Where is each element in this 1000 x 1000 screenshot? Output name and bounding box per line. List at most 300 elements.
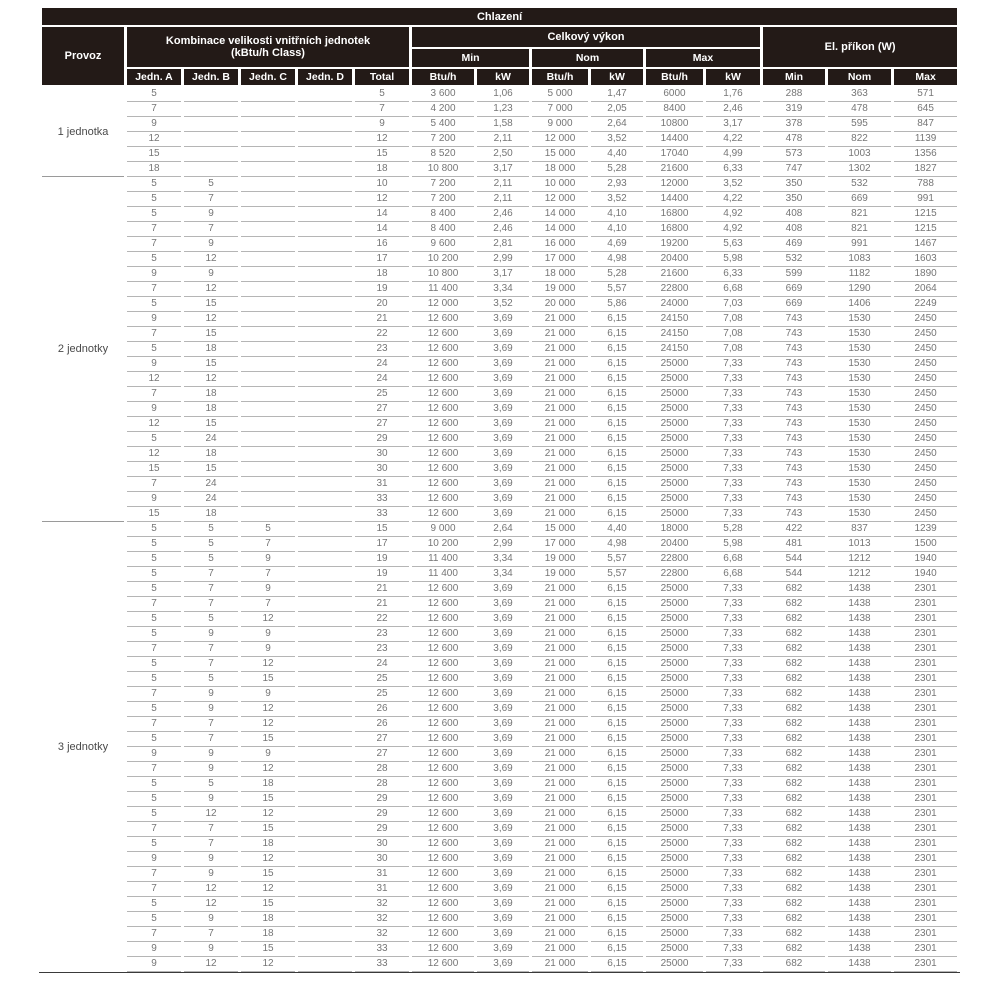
data-cell: 21 000	[532, 897, 588, 912]
col-header-power-min: Min	[412, 49, 529, 69]
data-cell: 6,15	[591, 762, 643, 777]
data-cell: 21 000	[532, 852, 588, 867]
data-cell: 408	[763, 222, 825, 237]
table-row	[42, 822, 957, 837]
data-cell	[298, 132, 352, 147]
data-cell: 7	[184, 717, 238, 732]
data-cell: 21 000	[532, 477, 588, 492]
data-cell: 6,15	[591, 837, 643, 852]
data-cell: 21 000	[532, 867, 588, 882]
col-header-min-kw: kW	[477, 69, 529, 87]
data-cell: 1215	[894, 207, 957, 222]
data-cell: 4,22	[706, 192, 760, 207]
data-cell: 669	[763, 297, 825, 312]
data-cell: 1438	[828, 777, 891, 792]
data-cell: 1302	[828, 162, 891, 177]
data-cell: 17	[355, 252, 409, 267]
data-cell: 1438	[828, 912, 891, 927]
data-cell: 9	[184, 762, 238, 777]
data-cell: 6,15	[591, 312, 643, 327]
data-cell: 9	[241, 687, 295, 702]
data-cell: 15 000	[532, 147, 588, 162]
data-cell: 12 600	[412, 942, 474, 957]
data-cell	[184, 162, 238, 177]
table-row	[42, 252, 957, 267]
data-cell: 682	[763, 837, 825, 852]
data-cell: 1890	[894, 267, 957, 282]
data-cell: 3,69	[477, 627, 529, 642]
data-cell: 15	[184, 417, 238, 432]
data-cell: 12 000	[412, 297, 474, 312]
col-header-max-btuh: Btu/h	[646, 69, 703, 87]
data-cell: 12 600	[412, 882, 474, 897]
data-cell: 3,69	[477, 477, 529, 492]
data-cell: 12 600	[412, 627, 474, 642]
data-cell: 7	[127, 717, 181, 732]
data-cell	[241, 147, 295, 162]
data-cell	[298, 387, 352, 402]
data-cell: 422	[763, 522, 825, 537]
data-cell: 3,34	[477, 567, 529, 582]
data-cell: 6,15	[591, 717, 643, 732]
data-cell	[298, 552, 352, 567]
data-cell: 33	[355, 492, 409, 507]
data-cell: 3,69	[477, 447, 529, 462]
table-row	[42, 672, 957, 687]
data-cell: 3,69	[477, 927, 529, 942]
table-row	[42, 732, 957, 747]
data-cell	[241, 102, 295, 117]
table-row	[42, 117, 957, 132]
data-cell: 669	[828, 192, 891, 207]
data-cell: 21 000	[532, 777, 588, 792]
data-cell: 7	[184, 657, 238, 672]
data-cell: 25000	[646, 462, 703, 477]
data-cell	[298, 612, 352, 627]
data-cell: 743	[763, 507, 825, 522]
data-cell: 2301	[894, 942, 957, 957]
data-cell: 2301	[894, 822, 957, 837]
data-cell: 12 600	[412, 372, 474, 387]
data-cell: 2301	[894, 657, 957, 672]
data-cell: 7,33	[706, 387, 760, 402]
data-cell: 6,15	[591, 957, 643, 972]
data-cell: 2,99	[477, 252, 529, 267]
data-cell	[298, 147, 352, 162]
data-cell: 21	[355, 312, 409, 327]
data-cell: 4,40	[591, 147, 643, 162]
data-cell: 5	[127, 702, 181, 717]
data-cell: 9	[184, 747, 238, 762]
data-cell: 1530	[828, 417, 891, 432]
data-cell	[184, 102, 238, 117]
data-cell: 12 600	[412, 447, 474, 462]
data-cell: 2301	[894, 642, 957, 657]
data-cell: 12 600	[412, 732, 474, 747]
data-cell: 682	[763, 762, 825, 777]
table-row	[42, 882, 957, 897]
data-cell: 15	[241, 942, 295, 957]
data-cell: 2301	[894, 702, 957, 717]
data-cell: 24	[355, 657, 409, 672]
group-label: 1 jednotka	[42, 87, 124, 177]
data-cell: 21 000	[532, 717, 588, 732]
data-cell: 24	[184, 432, 238, 447]
data-cell: 9	[241, 552, 295, 567]
data-cell: 21 000	[532, 402, 588, 417]
data-cell: 1239	[894, 522, 957, 537]
data-cell: 25000	[646, 432, 703, 447]
data-cell: 682	[763, 822, 825, 837]
data-cell: 31	[355, 867, 409, 882]
data-cell: 17	[355, 537, 409, 552]
data-cell: 12 600	[412, 657, 474, 672]
table-row	[42, 417, 957, 432]
data-cell	[241, 162, 295, 177]
data-cell: 10 800	[412, 162, 474, 177]
data-cell: 1438	[828, 732, 891, 747]
data-cell: 12 600	[412, 432, 474, 447]
data-cell: 25000	[646, 882, 703, 897]
data-cell: 21 000	[532, 702, 588, 717]
data-cell: 25000	[646, 402, 703, 417]
data-cell: 12 600	[412, 822, 474, 837]
data-cell: 21600	[646, 267, 703, 282]
data-cell: 12	[184, 882, 238, 897]
data-cell: 5	[355, 87, 409, 102]
data-cell: 7	[127, 867, 181, 882]
data-cell	[184, 87, 238, 102]
data-cell: 532	[763, 252, 825, 267]
data-cell: 21 000	[532, 762, 588, 777]
data-cell: 14 000	[532, 222, 588, 237]
data-cell: 743	[763, 432, 825, 447]
data-cell: 12 600	[412, 477, 474, 492]
table-row	[42, 147, 957, 162]
data-cell: 15	[184, 327, 238, 342]
data-cell: 378	[763, 117, 825, 132]
data-cell: 9	[127, 312, 181, 327]
data-cell: 5	[184, 552, 238, 567]
data-cell	[241, 132, 295, 147]
data-cell: 4 200	[412, 102, 474, 117]
data-cell	[241, 507, 295, 522]
data-cell: 2301	[894, 687, 957, 702]
data-cell: 1438	[828, 807, 891, 822]
data-cell: 1940	[894, 567, 957, 582]
data-cell: 1438	[828, 657, 891, 672]
data-cell: 25000	[646, 372, 703, 387]
data-cell: 7,33	[706, 852, 760, 867]
data-cell: 350	[763, 177, 825, 192]
data-cell: 2,99	[477, 537, 529, 552]
data-cell: 12	[184, 897, 238, 912]
data-cell: 21 000	[532, 642, 588, 657]
data-cell: 7	[127, 762, 181, 777]
data-cell: 3,69	[477, 852, 529, 867]
data-cell: 4,10	[591, 222, 643, 237]
data-cell: 24150	[646, 342, 703, 357]
table-row	[42, 777, 957, 792]
data-cell: 12	[184, 252, 238, 267]
data-cell: 682	[763, 882, 825, 897]
data-cell: 26	[355, 717, 409, 732]
data-cell: 1530	[828, 462, 891, 477]
data-cell: 7,33	[706, 687, 760, 702]
data-cell: 10 200	[412, 537, 474, 552]
data-cell	[241, 342, 295, 357]
data-cell: 5	[127, 582, 181, 597]
row-group-3	[42, 522, 957, 972]
data-cell: 5,28	[706, 522, 760, 537]
table-row	[42, 492, 957, 507]
data-cell: 2450	[894, 402, 957, 417]
data-cell: 6,15	[591, 402, 643, 417]
data-cell: 682	[763, 792, 825, 807]
data-cell: 25000	[646, 447, 703, 462]
table-title: Chlazení	[42, 8, 957, 27]
data-cell: 12	[241, 612, 295, 627]
data-cell: 5 000	[532, 87, 588, 102]
data-cell: 682	[763, 657, 825, 672]
table-row	[42, 702, 957, 717]
data-cell: 7	[184, 192, 238, 207]
data-cell: 2301	[894, 717, 957, 732]
data-cell: 15	[127, 507, 181, 522]
data-cell: 15	[355, 147, 409, 162]
data-cell: 1,06	[477, 87, 529, 102]
data-cell: 12 600	[412, 837, 474, 852]
data-cell	[298, 357, 352, 372]
data-cell: 24150	[646, 312, 703, 327]
data-cell: 11 400	[412, 552, 474, 567]
data-cell: 18	[241, 837, 295, 852]
data-cell: 1356	[894, 147, 957, 162]
data-cell	[298, 627, 352, 642]
data-cell	[184, 132, 238, 147]
data-cell	[241, 87, 295, 102]
data-cell: 7	[127, 387, 181, 402]
data-cell: 7,08	[706, 327, 760, 342]
data-cell: 11 400	[412, 567, 474, 582]
data-cell: 22800	[646, 567, 703, 582]
data-cell: 743	[763, 402, 825, 417]
data-cell: 6,33	[706, 162, 760, 177]
data-cell: 7	[127, 477, 181, 492]
data-cell	[241, 267, 295, 282]
data-cell: 821	[828, 222, 891, 237]
data-cell: 2301	[894, 897, 957, 912]
data-cell	[298, 642, 352, 657]
data-cell: 2450	[894, 432, 957, 447]
data-cell: 9	[127, 957, 181, 972]
data-cell: 7,33	[706, 672, 760, 687]
data-cell: 12 600	[412, 717, 474, 732]
data-cell: 21 000	[532, 312, 588, 327]
data-cell: 5,98	[706, 252, 760, 267]
data-cell: 7	[127, 882, 181, 897]
data-cell: 12 600	[412, 897, 474, 912]
data-cell: 2249	[894, 297, 957, 312]
data-cell: 21 000	[532, 447, 588, 462]
data-cell: 743	[763, 387, 825, 402]
data-cell: 4,99	[706, 147, 760, 162]
data-cell: 743	[763, 372, 825, 387]
data-cell: 6,15	[591, 912, 643, 927]
data-cell: 15	[184, 462, 238, 477]
data-cell: 22	[355, 327, 409, 342]
data-cell: 1438	[828, 597, 891, 612]
table-row	[42, 177, 957, 192]
data-cell: 12 600	[412, 387, 474, 402]
data-cell: 6,15	[591, 477, 643, 492]
data-cell: 7,33	[706, 447, 760, 462]
table-row	[42, 462, 957, 477]
data-cell: 27	[355, 402, 409, 417]
data-cell: 6,15	[591, 867, 643, 882]
data-cell: 682	[763, 702, 825, 717]
data-cell: 21 000	[532, 507, 588, 522]
data-cell: 9 000	[532, 117, 588, 132]
data-cell: 2450	[894, 357, 957, 372]
data-cell: 3,69	[477, 642, 529, 657]
data-cell: 2064	[894, 282, 957, 297]
data-cell: 5	[184, 177, 238, 192]
table-row	[42, 507, 957, 522]
table-row	[42, 642, 957, 657]
data-cell: 5,57	[591, 282, 643, 297]
data-cell: 7	[355, 102, 409, 117]
data-cell: 7,33	[706, 402, 760, 417]
data-cell: 2301	[894, 762, 957, 777]
data-cell: 7,33	[706, 717, 760, 732]
data-cell: 2450	[894, 387, 957, 402]
data-cell: 682	[763, 582, 825, 597]
table-row	[42, 222, 957, 237]
table-row	[42, 402, 957, 417]
data-cell: 3,17	[706, 117, 760, 132]
data-cell: 21 000	[532, 462, 588, 477]
data-cell: 24	[184, 492, 238, 507]
data-cell: 5,57	[591, 567, 643, 582]
data-cell: 25000	[646, 507, 703, 522]
data-cell: 25000	[646, 477, 703, 492]
data-cell: 25000	[646, 762, 703, 777]
data-cell: 12 600	[412, 492, 474, 507]
data-cell: 21 000	[532, 837, 588, 852]
data-cell: 6,15	[591, 612, 643, 627]
data-cell: 6,15	[591, 942, 643, 957]
data-cell: 1530	[828, 372, 891, 387]
data-cell	[241, 432, 295, 447]
data-cell: 1438	[828, 882, 891, 897]
data-cell: 599	[763, 267, 825, 282]
data-cell	[298, 522, 352, 537]
data-cell	[241, 312, 295, 327]
data-cell: 7,33	[706, 777, 760, 792]
data-cell: 3,69	[477, 732, 529, 747]
data-cell: 3,34	[477, 552, 529, 567]
data-cell: 12 600	[412, 867, 474, 882]
data-cell: 2,11	[477, 177, 529, 192]
data-cell: 2301	[894, 627, 957, 642]
data-cell: 1438	[828, 642, 891, 657]
data-cell: 12	[355, 132, 409, 147]
data-cell: 19 000	[532, 567, 588, 582]
data-cell	[298, 492, 352, 507]
data-cell: 3,69	[477, 807, 529, 822]
data-cell: 7	[127, 327, 181, 342]
col-header-nom-btuh: Btu/h	[532, 69, 588, 87]
data-cell: 3,69	[477, 582, 529, 597]
data-cell: 12	[241, 657, 295, 672]
data-cell: 5,63	[706, 237, 760, 252]
data-cell: 2450	[894, 372, 957, 387]
data-cell: 682	[763, 777, 825, 792]
table-row	[42, 762, 957, 777]
data-cell: 7,33	[706, 942, 760, 957]
table-row	[42, 447, 957, 462]
data-cell: 18	[355, 162, 409, 177]
data-cell: 7	[127, 687, 181, 702]
data-cell: 25000	[646, 627, 703, 642]
data-cell: 682	[763, 642, 825, 657]
data-cell	[241, 117, 295, 132]
col-group-total-power: Celkový výkon	[412, 27, 760, 49]
data-cell: 15	[241, 822, 295, 837]
data-cell: 21 000	[532, 417, 588, 432]
data-cell: 15	[355, 522, 409, 537]
table-row	[42, 372, 957, 387]
data-cell: 3,52	[477, 297, 529, 312]
data-cell: 573	[763, 147, 825, 162]
data-cell: 4,98	[591, 252, 643, 267]
data-cell: 2301	[894, 957, 957, 972]
data-cell: 21 000	[532, 612, 588, 627]
data-cell: 29	[355, 807, 409, 822]
data-cell: 10	[355, 177, 409, 192]
data-cell: 12 600	[412, 687, 474, 702]
data-cell	[298, 312, 352, 327]
data-cell: 9 600	[412, 237, 474, 252]
data-cell: 4,92	[706, 207, 760, 222]
table-row	[42, 387, 957, 402]
data-cell: 24	[355, 372, 409, 387]
data-cell	[298, 102, 352, 117]
data-cell: 3,69	[477, 897, 529, 912]
data-cell: 7,33	[706, 597, 760, 612]
data-cell	[298, 537, 352, 552]
data-cell: 25000	[646, 732, 703, 747]
data-cell	[298, 582, 352, 597]
data-cell: 12	[241, 762, 295, 777]
data-cell: 7	[184, 222, 238, 237]
data-cell: 4,22	[706, 132, 760, 147]
data-cell: 18000	[646, 522, 703, 537]
data-cell: 682	[763, 672, 825, 687]
data-cell: 18	[241, 777, 295, 792]
data-cell: 31	[355, 882, 409, 897]
data-cell: 2450	[894, 462, 957, 477]
data-cell: 3,69	[477, 432, 529, 447]
table-row	[42, 192, 957, 207]
data-cell: 2450	[894, 327, 957, 342]
data-cell: 3,69	[477, 597, 529, 612]
data-cell: 12 600	[412, 927, 474, 942]
table-row	[42, 237, 957, 252]
data-cell: 7	[127, 642, 181, 657]
data-cell: 478	[828, 102, 891, 117]
